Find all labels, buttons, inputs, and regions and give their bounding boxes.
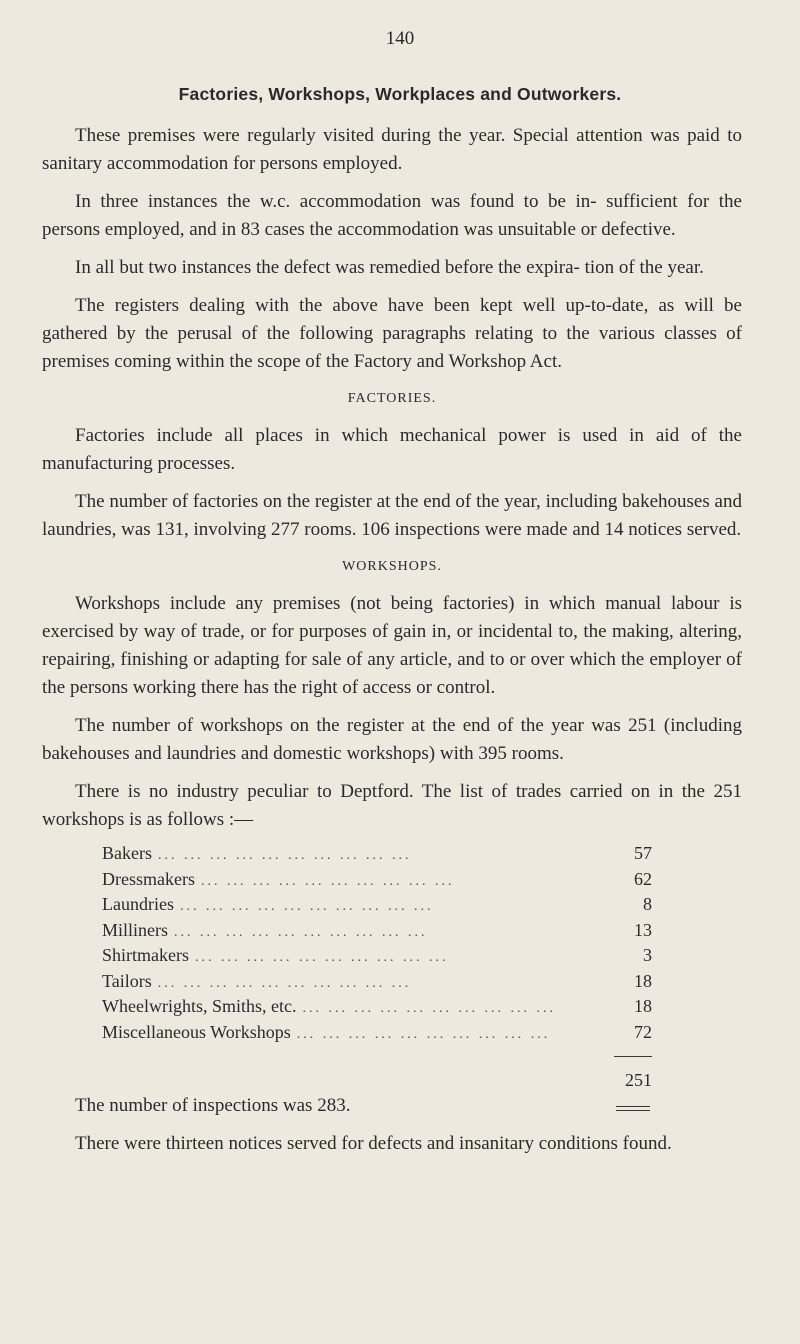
dot-leader: ... ... ... ... ... ... ... ... ... ... bbox=[179, 899, 434, 914]
trade-count: 18 bbox=[634, 996, 652, 1016]
trade-count: 18 bbox=[634, 970, 652, 991]
trade-name: Dressmakers bbox=[102, 868, 195, 889]
total-double-rule bbox=[616, 1106, 650, 1111]
dot-leader: ... ... ... ... ... ... ... ... ... ... bbox=[174, 924, 428, 940]
trade-row bbox=[102, 1021, 652, 1047]
trade-name: Tailors bbox=[102, 970, 152, 991]
trades-total: 251 bbox=[625, 1070, 652, 1090]
inspections-row bbox=[42, 1092, 742, 1120]
trade-row bbox=[102, 995, 652, 1021]
notices-paragraph: There were thirteen notices served for defects and insanitary conditions found. bbox=[75, 1132, 672, 1154]
trade-name: Wheelwrights, Smiths, etc. bbox=[102, 996, 297, 1016]
page-heading: Factories, Workshops, Workplaces and Outworkers. bbox=[178, 84, 622, 104]
intro-paragraph-4: The registers dealing with the above have been kept well up-to-date, as will be gathered by the perusal of the following paragraphs relating to the various classes of premises coming within the scope of the Factory and Workshop Act. bbox=[42, 295, 742, 372]
trade-count: 3 bbox=[643, 945, 652, 965]
trade-row bbox=[102, 944, 652, 970]
document-body bbox=[42, 122, 742, 1168]
intro-paragraph-2: In three instances the w.c. accommodation was found to be in- sufficient for the persons employed, and in 83 cases the accommodation was unsuitable or defective. bbox=[42, 191, 742, 240]
trades-table bbox=[102, 842, 652, 1092]
trade-count: 57 bbox=[634, 843, 652, 863]
factories-paragraph-1: Factories include all places in which mechanical power is used in aid of the manufacturing processes. bbox=[42, 425, 742, 474]
workshops-paragraph-1: Workshops include any premises (not being factories) in which manual labour is exercised by way of trade, or for purposes of gain in, or incidental to, the making, altering, repairing, finishing or adapting for sale of any article, and to or over which the employer of the persons working there has the right of access or control. bbox=[42, 593, 742, 698]
trade-name: Laundries bbox=[102, 894, 174, 914]
total-rule bbox=[614, 1056, 652, 1057]
trade-count: 8 bbox=[643, 894, 652, 914]
trade-count: 72 bbox=[634, 1021, 652, 1042]
intro-paragraph-3: In all but two instances the defect was remedied before the expira- tion of the year. bbox=[75, 257, 704, 278]
dot-leader: ... ... ... ... ... ... ... ... ... ... bbox=[157, 848, 412, 863]
trade-name: Miscellaneous Workshops bbox=[102, 1021, 291, 1042]
dot-leader: ... ... ... ... ... ... ... ... ... ... bbox=[195, 950, 449, 965]
trade-name: Shirtmakers bbox=[102, 945, 189, 965]
trade-count: 62 bbox=[634, 868, 652, 889]
trade-row bbox=[102, 919, 652, 945]
dot-leader: ... ... ... ... ... ... ... ... ... ... bbox=[200, 873, 455, 889]
trade-row bbox=[102, 868, 652, 894]
factories-subheading: FACTORIES. bbox=[347, 391, 437, 406]
trade-name: Bakers bbox=[102, 843, 152, 863]
dot-leader: ... ... ... ... ... ... ... ... ... ... bbox=[157, 975, 412, 991]
dot-leader: ... ... ... ... ... ... ... ... ... ... bbox=[296, 1026, 551, 1042]
dot-leader: ... ... ... ... ... ... ... ... ... ... bbox=[302, 1001, 556, 1016]
workshops-paragraph-3: There is no industry peculiar to Deptford. The list of trades carried on in the 251 workshops is as follows :— bbox=[42, 781, 742, 830]
factories-paragraph-2: The number of factories on the register at the end of the year, including bakehouses and laundries, was 131, involving 277 rooms. 106 inspections were made and 14 notices served. bbox=[42, 491, 742, 540]
workshops-paragraph-2: The number of workshops on the register at the end of the year was 251 (including bakehouses and laundries and domestic workshops) with 395 rooms. bbox=[42, 715, 742, 764]
trade-row bbox=[102, 842, 652, 868]
trade-row bbox=[102, 893, 652, 919]
intro-paragraph-1: These premises were regularly visited during the year. Special attention was paid to sanitary accommodation for persons employed. bbox=[42, 125, 742, 174]
page-number: 140 bbox=[385, 28, 415, 49]
trade-row bbox=[102, 970, 652, 996]
trade-name: Milliners bbox=[102, 919, 168, 940]
workshops-subheading: WORKSHOPS. bbox=[342, 559, 442, 574]
trade-count: 13 bbox=[634, 919, 652, 940]
inspections-text: The number of inspections was 283. bbox=[75, 1094, 351, 1116]
total-row bbox=[102, 1069, 652, 1092]
